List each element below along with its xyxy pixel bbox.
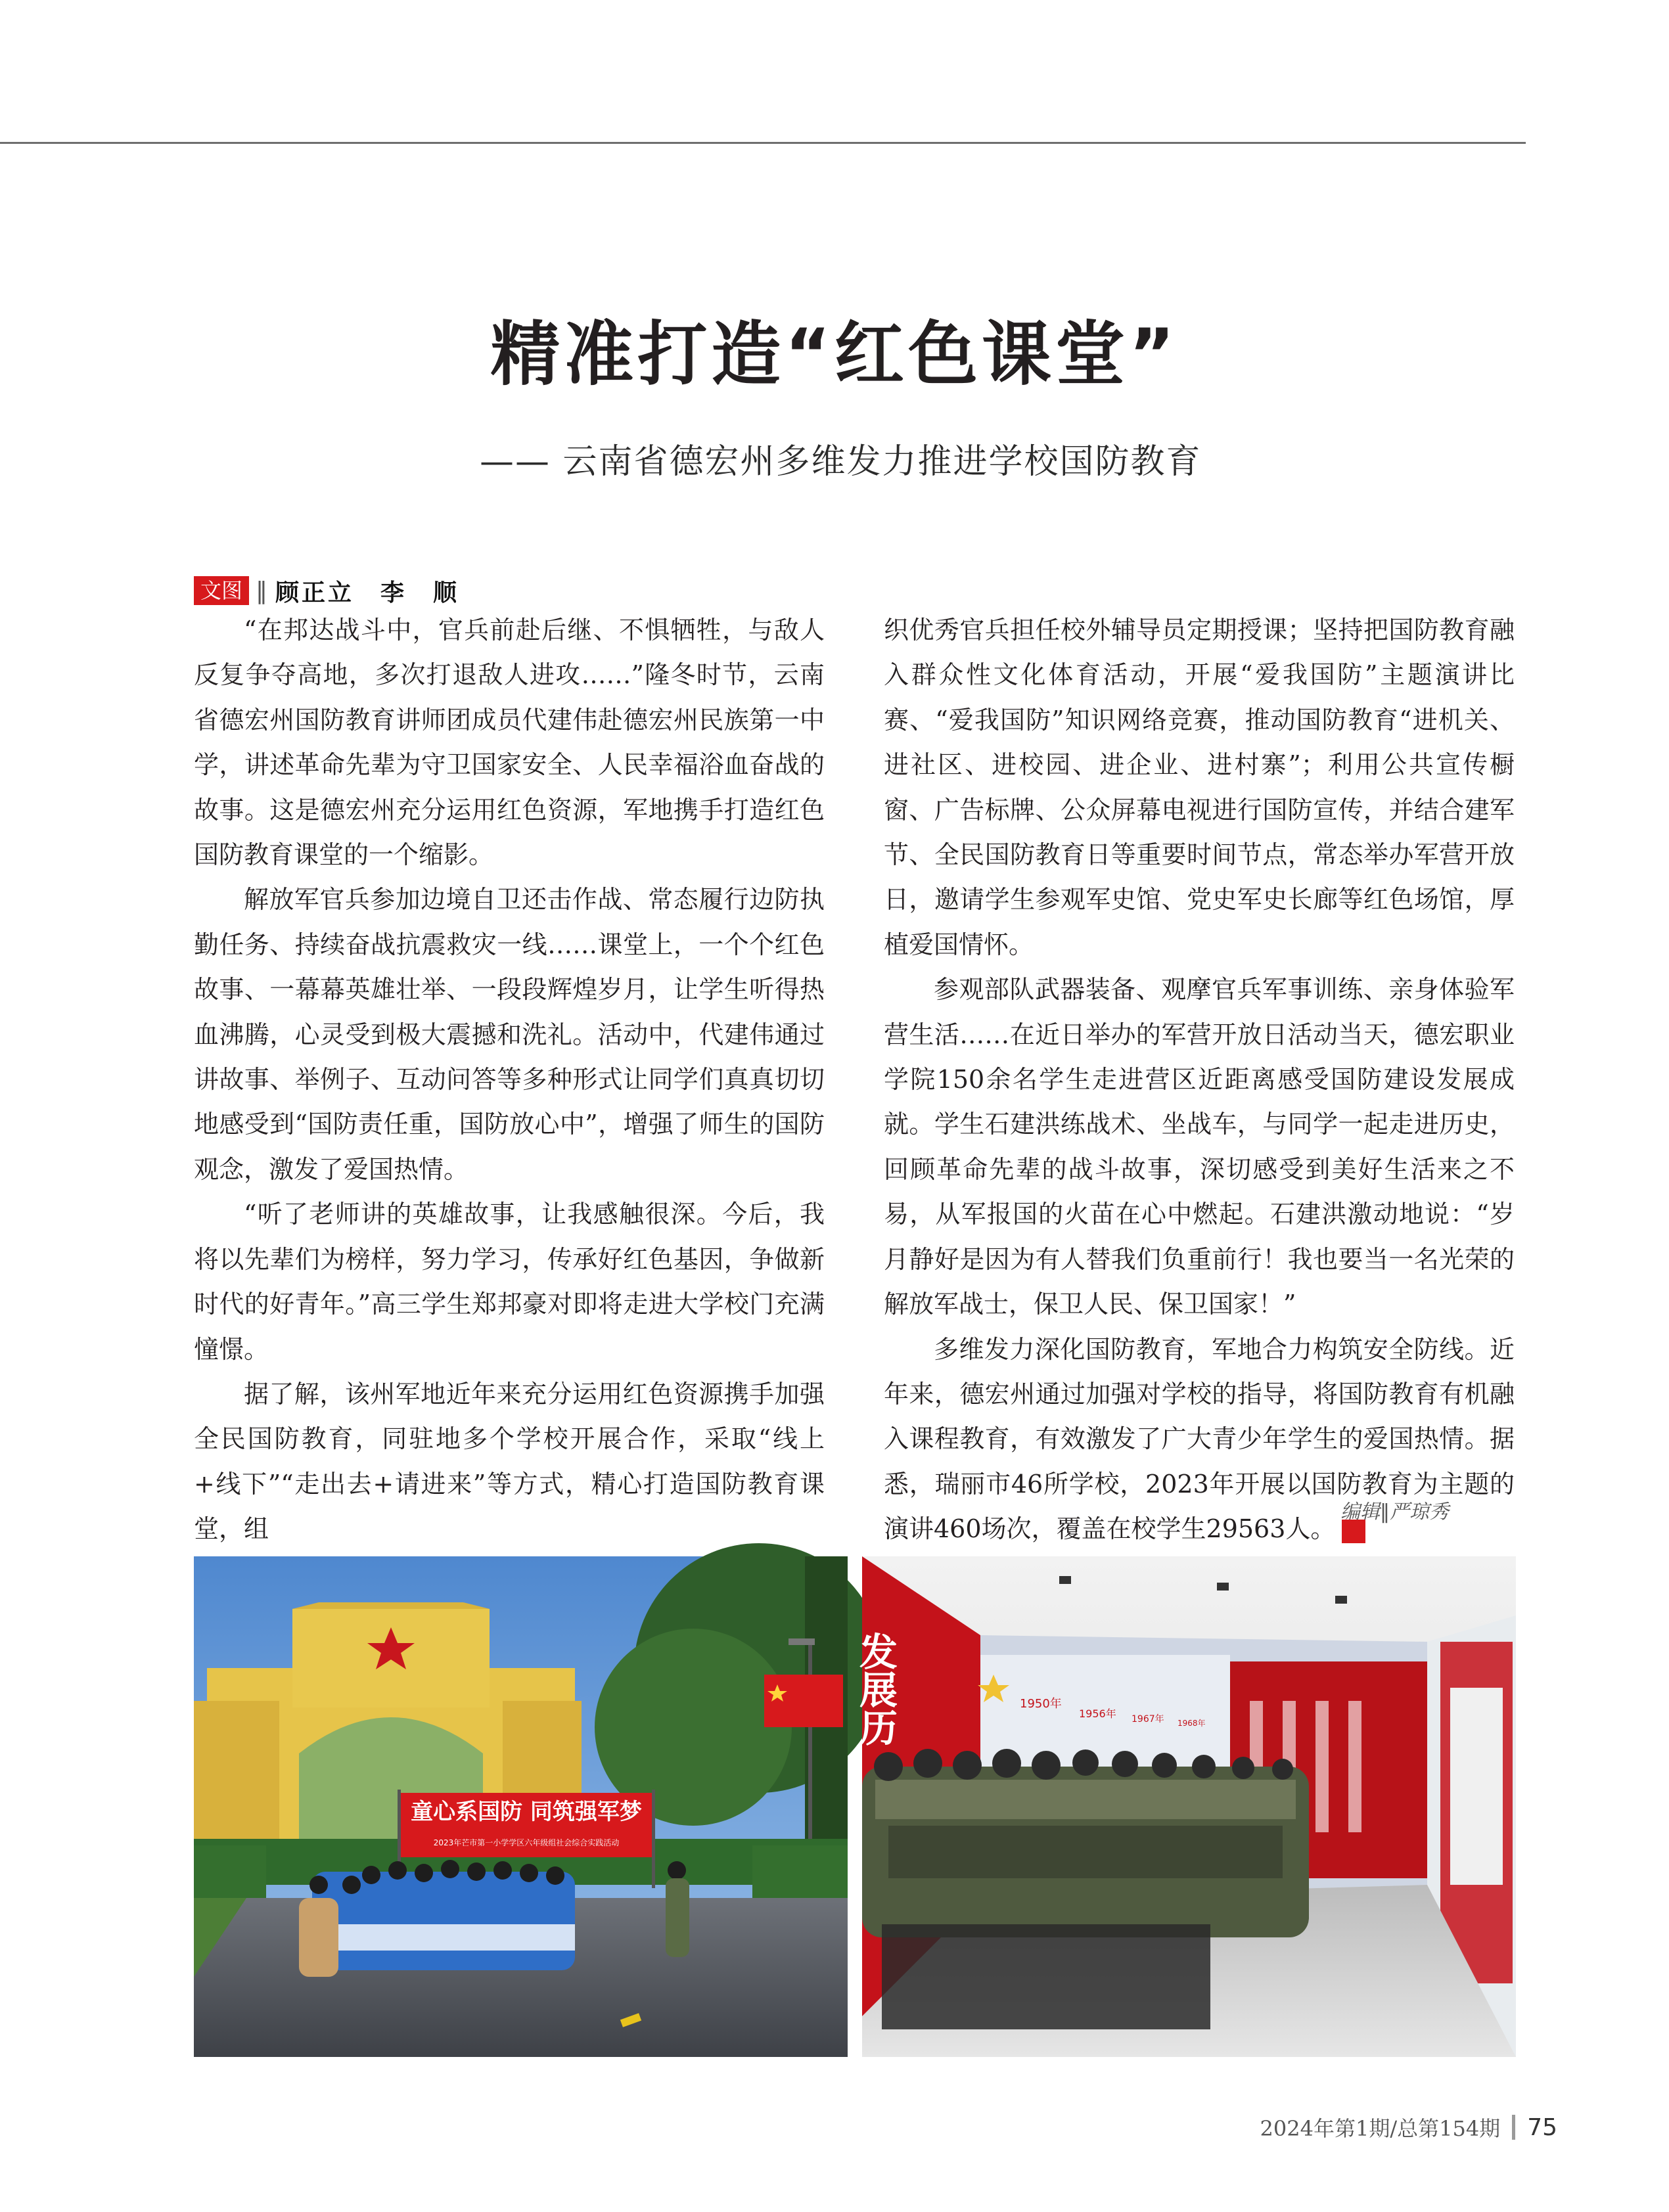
timeline-year: 1967年 [1132, 1714, 1164, 1725]
paragraph: 参观部队武器装备、观摩官兵军事训练、亲身体验军营生活……在近日举办的军营开放日活动当天，德宏职业学院150余名学生走进营区近距离感受国防建设发展成就。学生石建洪练战术、坐战车，与同学一起走进历史，回顾革命先辈的战斗故事，深切感受到美好生活来之不易，从军报国的火苗在心中燃起。石建洪激动地说：“岁月静好是因为有人替我们负重前行！我也要当一名光荣的解放军战士，保卫人民、保卫国家！” [884, 975, 1515, 1319]
byline-authors: 顾正立 李 顺 [275, 579, 460, 606]
banner-main-text: 童心系国防 同筑强军梦 [411, 1799, 642, 1825]
byline-separator: ‖ [256, 577, 268, 604]
wall-vertical-text: 发展历 [853, 1632, 898, 1746]
top-rule [0, 142, 1526, 144]
page-footer [1260, 2112, 1557, 2142]
paragraph: “听了老师讲的英雄故事，让我感触很深。今后，我将以先辈们为榜样，努力学习，传承好红色基因，争做新时代的好青年。”高三学生郑邦豪对即将走进大学校门充满憧憬。 [194, 1200, 825, 1364]
photo-students-march-image [194, 1556, 848, 2057]
paragraph: 据了解，该州军地近年来充分运用红色资源携手加强全民国防教育，同驻地多个学校开展合作，采取“线上+线下”“走出去+请进来”等方式，精心打造国防教育课堂，组 [194, 1379, 825, 1544]
byline-tag: 文图 [194, 576, 249, 605]
timeline-year: 1956年 [1079, 1707, 1116, 1720]
paragraph: 解放军官兵参加边境自卫还击作战、常态履行边防执勤任务、持续奋战抗震救灾一线……课堂上，一个个红色故事、一幕幕英雄壮举、一段段辉煌岁月，让学生听得热血沸腾，心灵受到极大震撼和洗礼。活动中，代建伟通过讲故事、举例子、互动问答等多种形式让同学们真真切切地感受到“国防责任重，国防放心中”，增强了师生的国防观念，激发了爱国热情。 [194, 885, 825, 1184]
paragraph-continued: 织优秀官兵担任校外辅导员定期授课；坚持把国防教育融入群众性文化体育活动，开展“爱我国防”主题演讲比赛、“爱我国防”知识网络竞赛，推动国防教育“进机关、进社区、进校园、进企业、进村寨”；利用公共宣传橱窗、广告标牌、公众屏幕电视进行国防宣传，并结合建军节、全民国防教育日等重要时间节点，常态举办军营开放日，邀请学生参观军史馆、党史军史长廊等红色场馆，厚植爱国情怀。 [884, 616, 1515, 959]
byline [194, 574, 459, 607]
article-subtitle: —— 云南省德宏州多维发力推进学校国防教育 [480, 442, 1202, 482]
editor-credit: 编辑‖严琼秀 [1340, 1501, 1449, 1524]
paragraph-final-text: 多维发力深化国防教育，军地合力构筑安全防线。近年来，德宏州通过加强对学校的指导，将国防教育有机融入课程教育，有效激发了广大青少年学生的爱国热情。据悉，瑞丽市46所学校，2023年开展以国防教育为主题的演讲460场次，覆盖在校学生29563人。 [884, 1334, 1515, 1544]
photo-students-march [194, 1556, 848, 2057]
timeline-year: 1968年 [1177, 1719, 1206, 1728]
page-number: 75 [1527, 2113, 1557, 2141]
body-column-right [884, 608, 1515, 1552]
timeline-year: 1950年 [1020, 1697, 1062, 1711]
footer-divider [1512, 2115, 1515, 2140]
banner-sub-text: 2023年芒市第一小学学区六年级组社会综合实践活动 [433, 1838, 620, 1847]
end-mark-icon: G [1342, 1520, 1365, 1543]
paragraph: “在邦达战斗中，官兵前赴后继、不惧牺牲，与敌人反复争夺高地，多次打退敌人进攻……”隆冬时节，云南省德宏州国防教育讲师团成员代建伟赴德宏州民族第一中学，讲述革命先辈为守卫国家安全、人民幸福浴血奋战的故事。这是德宏州充分运用红色资源，军地携手打造红色国防教育课堂的一个缩影。 [194, 616, 825, 870]
photo-exhibition-hall-image [853, 1556, 1516, 2057]
issue-info: 2024年第1期/总第154期 [1260, 2116, 1501, 2141]
photo-exhibition-hall [853, 1556, 1516, 2057]
body-column-left [194, 608, 825, 1552]
article-title: 精准打造“红色课堂” [490, 314, 1179, 395]
